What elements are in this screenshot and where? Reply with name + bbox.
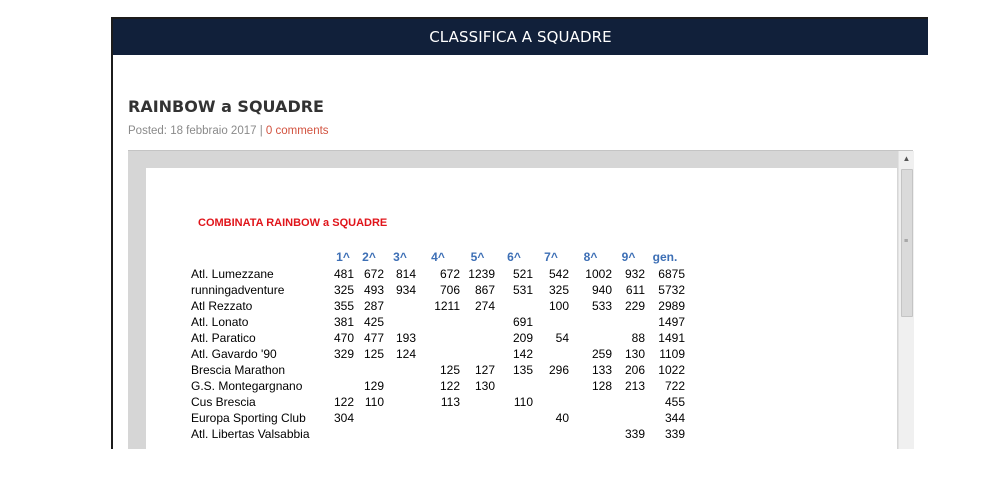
score-cell: 470 [333, 331, 354, 345]
document-title: COMBINATA RAINBOW a SQUADRE [198, 217, 388, 229]
score-cell [416, 410, 460, 426]
team-name: Atl. Gavardo '90 [191, 347, 277, 361]
content-frame [111, 17, 928, 449]
score-cell: 425 [363, 315, 384, 329]
score-cell [332, 426, 354, 442]
score-cell: 493 [363, 283, 384, 297]
team-name: Atl. Lumezzane [191, 267, 274, 281]
score-cell: 706 [439, 283, 460, 297]
post-meta [128, 125, 329, 137]
team-name: Europa Sporting Club [191, 411, 306, 425]
document-viewer[interactable] [128, 150, 913, 449]
score-cell: 133 [591, 363, 612, 377]
score-cell: 1022 [658, 363, 685, 377]
score-cell [533, 378, 569, 394]
page-banner [113, 19, 928, 55]
table-row [191, 426, 685, 442]
score-cell: 691 [512, 315, 533, 329]
column-header: 4^ [431, 250, 445, 264]
column-header: 5^ [470, 250, 485, 264]
score-cell [460, 410, 495, 426]
score-cell [460, 426, 495, 442]
score-cell [460, 314, 495, 330]
score-cell [384, 410, 416, 426]
score-cell: 6875 [658, 267, 685, 281]
score-cell: 325 [333, 283, 354, 297]
table-body [191, 266, 685, 442]
score-cell [612, 410, 645, 426]
column-header: 2^ [362, 250, 376, 264]
banner-title: CLASSIFICA A SQUADRE [429, 28, 612, 46]
score-cell [495, 378, 533, 394]
post-title[interactable]: RAINBOW a SQUADRE [128, 97, 324, 116]
score-cell: 128 [591, 379, 612, 393]
score-cell [384, 362, 416, 378]
score-cell: 100 [548, 299, 569, 313]
table-row [191, 314, 685, 330]
table-row [191, 394, 685, 410]
score-cell: 1211 [434, 299, 460, 313]
table-row [191, 410, 685, 426]
score-cell: 521 [512, 267, 533, 281]
score-cell: 381 [333, 315, 354, 329]
score-cell: 127 [474, 363, 495, 377]
score-cell [569, 410, 612, 426]
score-cell [384, 378, 416, 394]
score-cell: 135 [512, 363, 533, 377]
vertical-scrollbar[interactable] [898, 151, 914, 449]
score-cell [416, 426, 460, 442]
column-header: 7^ [544, 250, 558, 264]
scroll-thumb[interactable] [901, 169, 913, 317]
score-cell: 477 [363, 331, 384, 345]
column-header: 1^ [336, 250, 350, 264]
score-cell [460, 346, 495, 362]
score-cell: 1497 [658, 315, 685, 329]
score-cell: 142 [512, 347, 533, 361]
score-cell [533, 394, 569, 410]
score-cell [416, 330, 460, 346]
column-header: 3^ [393, 250, 407, 264]
score-cell [384, 426, 416, 442]
score-cell: 129 [363, 379, 384, 393]
score-cell [416, 346, 460, 362]
score-cell [569, 426, 612, 442]
score-cell [416, 314, 460, 330]
score-cell: 40 [555, 411, 569, 425]
score-cell: 206 [624, 363, 645, 377]
score-cell [495, 298, 533, 314]
score-cell: 209 [512, 331, 533, 345]
score-cell [612, 314, 645, 330]
score-cell: 124 [395, 347, 416, 361]
column-header: gen. [652, 250, 678, 264]
score-cell: 110 [364, 395, 384, 409]
score-cell: 5732 [658, 283, 685, 297]
score-cell: 122 [439, 379, 460, 393]
table-row [191, 298, 685, 314]
score-cell: 940 [591, 283, 612, 297]
score-cell: 130 [624, 347, 645, 361]
score-cell: 1239 [468, 267, 495, 281]
score-cell [533, 426, 569, 442]
score-cell: 672 [363, 267, 384, 281]
score-cell [495, 426, 533, 442]
score-cell [332, 378, 354, 394]
score-cell: 122 [333, 395, 354, 409]
score-cell: 259 [591, 347, 612, 361]
table-row [191, 346, 685, 362]
score-cell: 54 [555, 331, 569, 345]
table-row [191, 330, 685, 346]
score-cell: 325 [548, 283, 569, 297]
team-name: Atl. Libertas Valsabbia [191, 427, 310, 441]
score-cell: 481 [333, 267, 354, 281]
team-name: Atl. Paratico [191, 331, 256, 345]
score-cell: 125 [363, 347, 384, 361]
score-cell: 867 [474, 283, 495, 297]
column-header: 6^ [507, 250, 521, 264]
score-cell [384, 314, 416, 330]
score-cell: 213 [624, 379, 645, 393]
score-cell: 722 [664, 379, 685, 393]
score-cell: 130 [474, 379, 495, 393]
team-name: runningadventure [191, 283, 285, 297]
score-cell: 329 [333, 347, 354, 361]
score-cell [495, 410, 533, 426]
table-row [191, 378, 685, 394]
team-name: Brescia Marathon [191, 363, 286, 377]
score-cell: 934 [395, 283, 416, 297]
score-cell: 287 [363, 299, 384, 313]
score-cell [460, 394, 495, 410]
score-cell: 932 [624, 267, 645, 281]
score-cell [460, 330, 495, 346]
score-cell [569, 314, 612, 330]
team-name: G.S. Montegargnano [191, 379, 303, 393]
score-cell: 533 [591, 299, 612, 313]
score-cell: 531 [512, 283, 533, 297]
score-cell: 814 [395, 267, 416, 281]
score-cell: 1109 [659, 347, 685, 361]
score-cell [354, 362, 384, 378]
score-cell [384, 298, 416, 314]
score-cell: 339 [624, 427, 645, 441]
score-cell: 125 [439, 363, 460, 377]
table-row [191, 266, 685, 282]
score-cell [332, 362, 354, 378]
score-cell: 110 [513, 395, 533, 409]
score-cell: 542 [548, 267, 569, 281]
score-cell: 2989 [658, 299, 685, 313]
score-cell: 1491 [658, 331, 685, 345]
standings-table [191, 248, 685, 442]
comments-link[interactable]: 0 comments [265, 125, 329, 137]
team-name: Atl. Lonato [191, 315, 249, 329]
column-header: 8^ [583, 250, 598, 264]
score-cell [533, 314, 569, 330]
table-row [191, 362, 685, 378]
team-name: Atl Rezzato [191, 299, 253, 313]
score-cell: 344 [664, 411, 685, 425]
score-cell: 455 [664, 395, 685, 409]
score-cell [354, 426, 384, 442]
posted-date: Posted: 18 febbraio 2017 | [128, 125, 263, 137]
score-cell: 193 [395, 331, 416, 345]
score-cell: 672 [439, 267, 460, 281]
score-cell: 229 [624, 299, 645, 313]
score-cell: 1002 [585, 267, 612, 281]
scroll-up-arrow-icon[interactable]: ▲ [902, 154, 911, 163]
column-header: 9^ [621, 250, 636, 264]
score-cell [569, 394, 612, 410]
document-page [146, 168, 897, 449]
grip-icon: ≡ [904, 238, 909, 245]
score-cell [612, 394, 645, 410]
score-cell [384, 394, 416, 410]
score-cell: 274 [474, 299, 495, 313]
score-cell: 113 [440, 395, 460, 409]
score-cell: 355 [333, 299, 354, 313]
score-cell: 611 [625, 283, 645, 297]
team-name: Cus Brescia [191, 395, 256, 409]
table-header-row [191, 248, 685, 266]
table-row [191, 282, 685, 298]
score-cell [569, 330, 612, 346]
score-cell: 339 [664, 427, 685, 441]
score-cell [533, 346, 569, 362]
team-column-header [191, 248, 332, 266]
score-cell: 296 [548, 363, 569, 377]
score-cell [354, 410, 384, 426]
score-cell: 304 [333, 411, 354, 425]
score-cell: 88 [631, 331, 645, 345]
